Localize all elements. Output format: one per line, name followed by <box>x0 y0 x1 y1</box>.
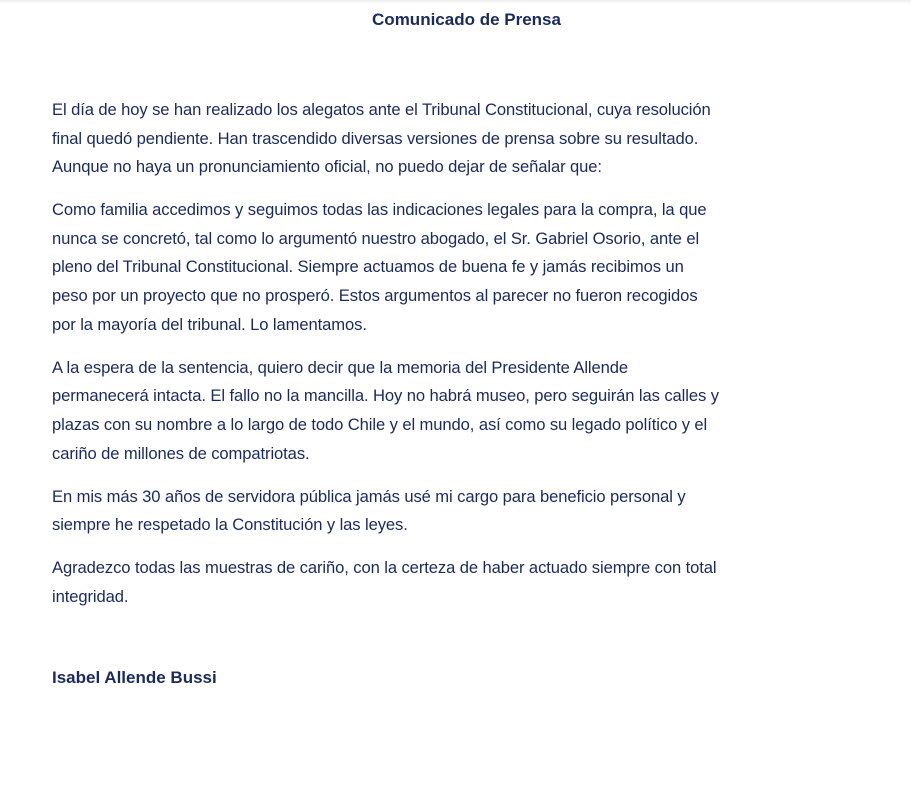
text-line: A la espera de la sentencia, quiero decir que la memoria del Presidente Allende <box>52 357 629 377</box>
text-line: plazas con su nombre a lo largo de todo Chile y el mundo, así como su legado político y el <box>52 414 708 434</box>
paragraph <box>52 554 892 611</box>
paragraph <box>52 196 892 339</box>
top-edge <box>0 0 911 4</box>
text-line: pleno del Tribunal Constitucional. Siempre actuamos de buena fe y jamás recibimos un <box>52 257 684 277</box>
text-line: integridad. <box>52 586 129 606</box>
paragraph <box>52 96 892 182</box>
text-line: Aunque no haya un pronunciamiento oficial, no puedo dejar de señalar que: <box>52 157 602 177</box>
document-title: Comunicado de Prensa <box>372 10 561 29</box>
text-line: Agradezco todas las muestras de cariño, con la certeza de haber actuado siempre con total <box>52 558 717 578</box>
document-body <box>52 96 892 626</box>
text-line: cariño de millones de compatriotas. <box>52 443 310 463</box>
signature: Isabel Allende Bussi <box>52 668 217 687</box>
text-line: final quedó pendiente. Han trascendido diversas versiones de prensa sobre su resultado. <box>52 128 699 148</box>
text-line: En mis más 30 años de servidora pública jamás usé mi cargo para beneficio personal y <box>52 486 686 506</box>
text-line: El día de hoy se han realizado los alegatos ante el Tribunal Constitucional, cuya resolución <box>52 100 711 119</box>
paragraph <box>52 483 892 540</box>
text-line: nunca se concretó, tal como lo argumentó nuestro abogado, el Sr. Gabriel Osorio, ante el <box>52 228 700 248</box>
paragraph <box>52 354 892 468</box>
text-line: permanecerá intacta. El fallo no la mancilla. Hoy no habrá museo, pero seguirán las calles y <box>52 386 719 406</box>
text-line: siempre he respetado la Constitución y las leyes. <box>52 515 408 535</box>
text-line: por la mayoría del tribunal. Lo lamentamos. <box>52 314 367 334</box>
text-line: Como familia accedimos y seguimos todas las indicaciones legales para la compra, la que <box>52 200 707 220</box>
text-line: peso por un proyecto que no prosperó. Estos argumentos al parecer no fueron recogidos <box>52 286 698 306</box>
